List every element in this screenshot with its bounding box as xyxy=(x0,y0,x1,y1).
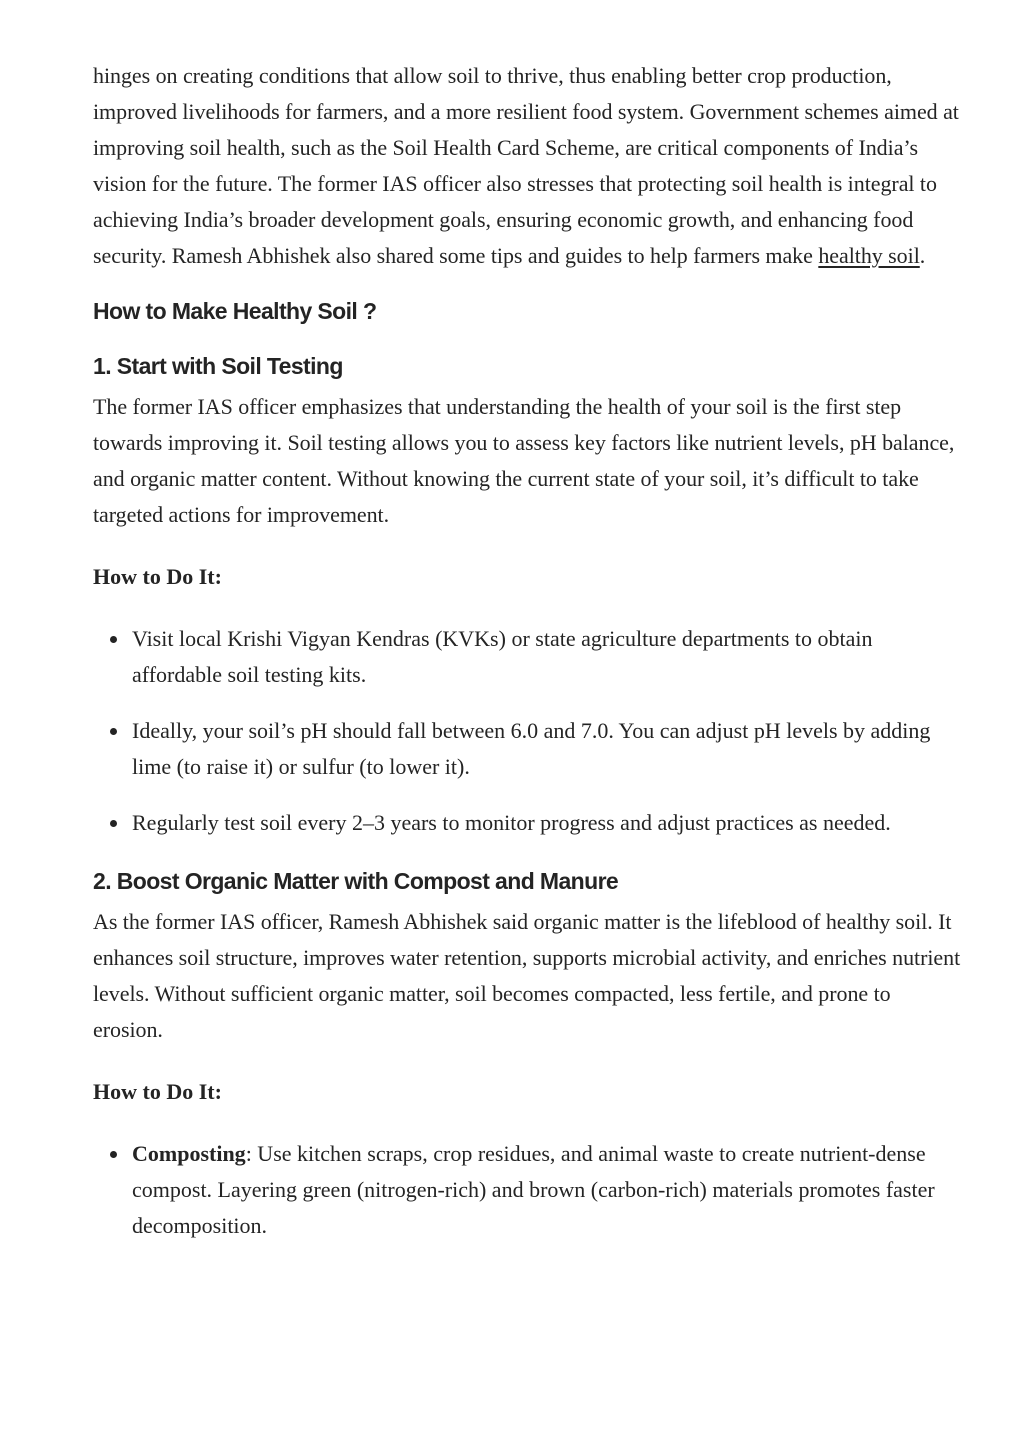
article-body xyxy=(93,58,965,1244)
healthy-soil-link[interactable]: healthy soil xyxy=(818,243,920,268)
bullet-list xyxy=(93,621,965,841)
section-paragraph: As the former IAS officer, Ramesh Abhishek said organic matter is the lifeblood of healthy soil. It enhances soil structure, improves water retention, supports microbial activity, and enriches nutrient levels. Without sufficient organic matter, soil becomes compacted, less fertile, and prone to erosion. xyxy=(93,909,961,1042)
section-heading: 1. Start with Soil Testing xyxy=(93,353,343,379)
section-soil-testing xyxy=(93,351,965,841)
intro-end: . xyxy=(919,243,926,268)
section-organic-matter xyxy=(93,866,965,1244)
section-heading: 2. Boost Organic Matter with Compost and Manure xyxy=(93,868,619,894)
list-item: Ideally, your soil’s pH should fall between 6.0 and 7.0. You can adjust pH levels by adding lime (to raise it) or sulfur (to lower it). xyxy=(132,713,965,785)
intro-paragraph xyxy=(93,58,965,274)
bullet-list xyxy=(93,1136,965,1244)
bullet-term: Composting xyxy=(132,1141,246,1166)
how-to-label: How to Do It: xyxy=(93,564,222,589)
bullet-text: : Use kitchen scraps, crop residues, and animal waste to create nutrient-dense compost. Layering green (nitrogen-rich) and brown (carbon-rich) materials promotes faster decomposition. xyxy=(132,1141,935,1238)
list-item: Visit local Krishi Vigyan Kendras (KVKs) or state agriculture departments to obtain affordable soil testing kits. xyxy=(132,621,965,693)
list-item: Regularly test soil every 2–3 years to monitor progress and adjust practices as needed. xyxy=(132,805,965,841)
main-heading: How to Make Healthy Soil ? xyxy=(93,298,377,324)
how-to-label: How to Do It: xyxy=(93,1079,222,1104)
intro-text: hinges on creating conditions that allow soil to thrive, thus enabling better crop production, improved livelihoods for farmers, and a more resilient food system. Government schemes aimed at improving soil health, such as the Soil Health Card Scheme, are critical components of India’s vision for the future. The former IAS officer also stresses that protecting soil health is integral to achieving India’s broader development goals, ensuring economic growth, and enhancing food security. Ramesh Abhishek also shared some tips and guides to help farmers make xyxy=(93,63,959,268)
list-item xyxy=(132,1136,965,1244)
section-paragraph: The former IAS officer emphasizes that understanding the health of your soil is the first step towards improving it. Soil testing allows you to assess key factors like nutrient levels, pH balance, and organic matter content. Without knowing the current state of your soil, it’s difficult to take targeted actions for improvement. xyxy=(93,394,955,527)
